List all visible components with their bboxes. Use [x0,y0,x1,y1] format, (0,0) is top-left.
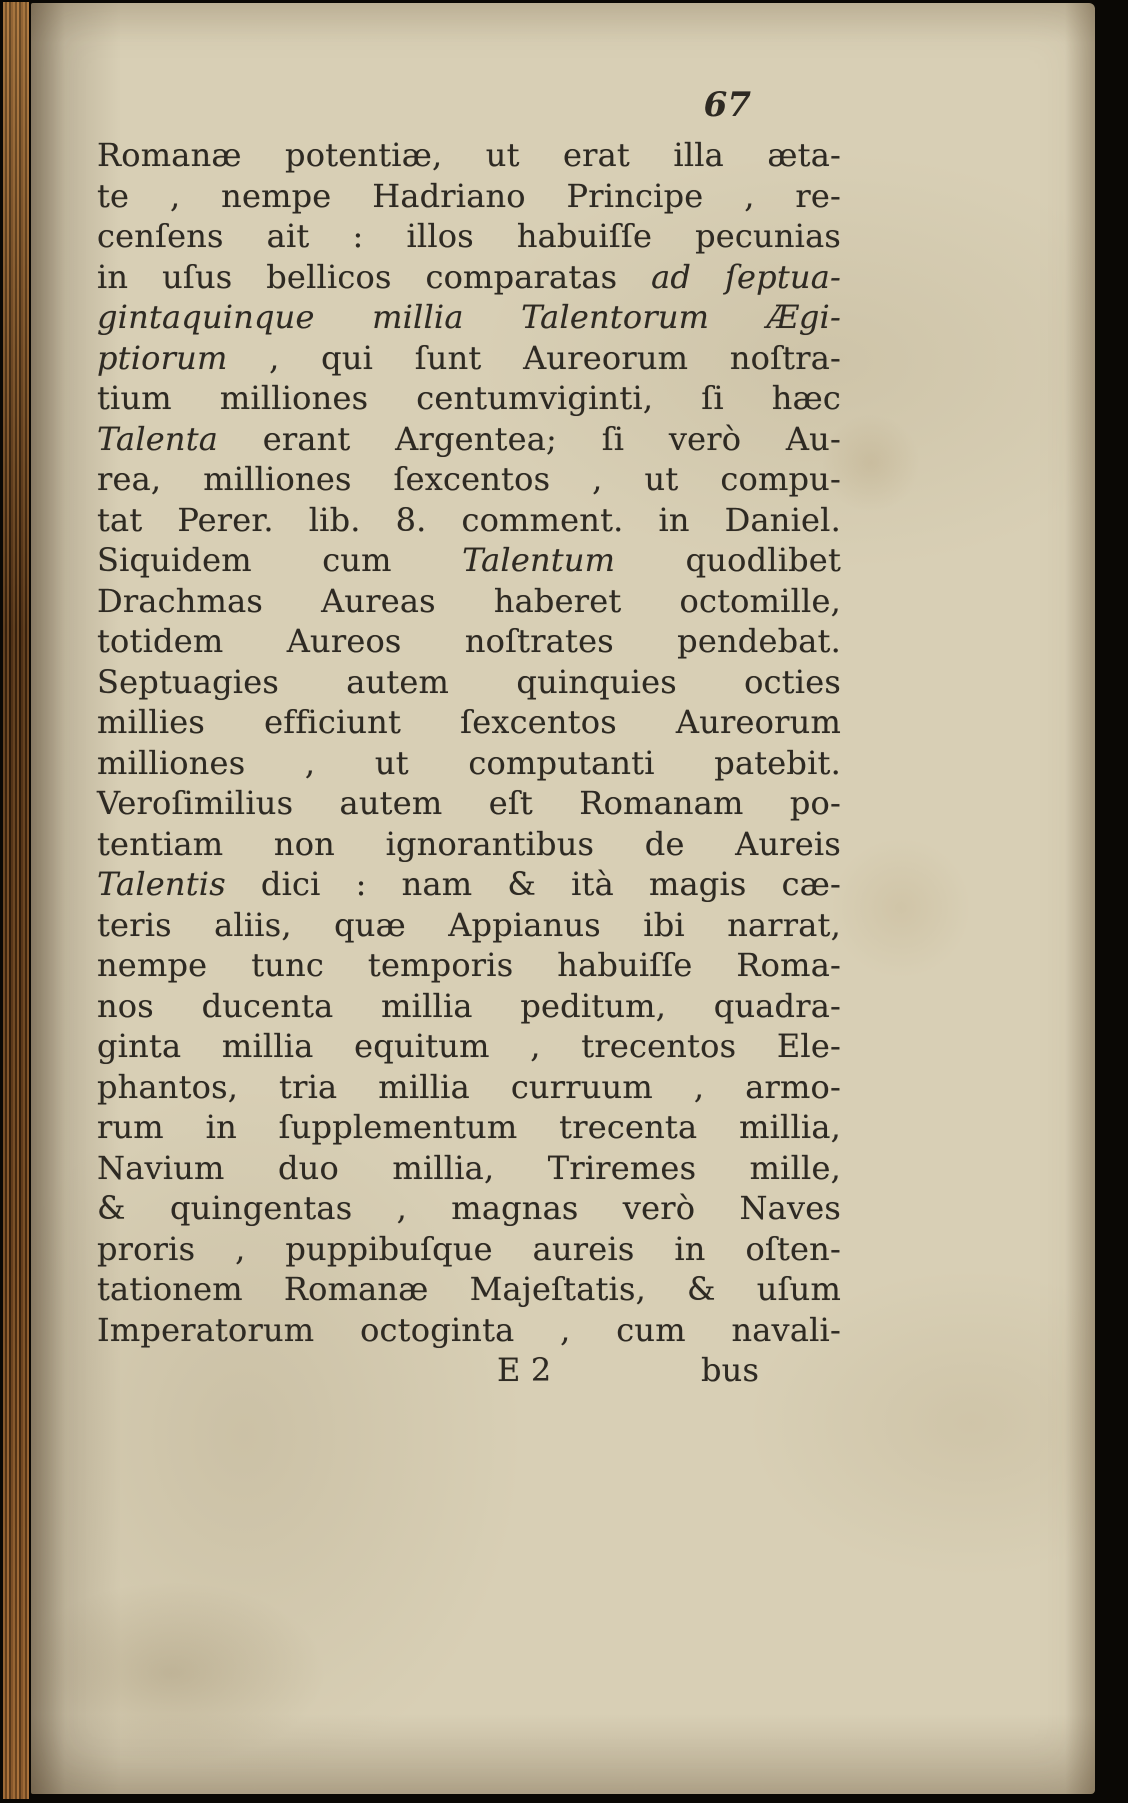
italic-text-segment: ptiorum [97,338,228,377]
text-segment: Septuagies autem quinquies octies [97,662,841,701]
text-line [97,338,841,379]
text-segment: in uſus bellicos comparatas [97,257,652,296]
text-line [97,945,841,986]
page-footer [97,1350,841,1391]
text-segment: Veroſimilius autem eſt Romanam po- [97,784,841,822]
text-segment: tium milliones centumviginti, ſi hæc [97,379,841,417]
text-line [97,176,841,217]
text-segment: dici : nam & ità magis cæ- [225,865,841,903]
text-segment: tentiam non ignorantibus de Aureis [97,824,841,863]
text-line [97,216,841,257]
text-lines [97,135,841,1350]
italic-text-segment: Talenta [97,419,219,458]
book-binding-edge [3,2,29,1799]
text-segment: rea, milliones ſexcentos , ut compu- [97,460,841,498]
text-line [97,783,841,824]
text-line [97,1067,841,1108]
text-segment: ginta millia equitum , trecentos Ele- [97,1027,841,1065]
text-segment: & quingentas , magnas verò Naves [97,1189,841,1227]
italic-text-segment: Talentis [97,865,226,903]
text-line [97,297,841,338]
text-line [97,1229,841,1270]
text-line [97,135,841,176]
text-line [97,581,841,622]
text-line [97,905,841,946]
text-segment: tationem Romanæ Majeſtatis, & uſum [97,1270,841,1308]
text-segment: totidem Aureos noſtrates pendebat. [97,622,841,660]
text-line [97,540,841,581]
text-segment: phantos, tria millia curruum , armo- [97,1067,841,1106]
text-line [97,662,841,703]
text-segment: rum in ſupplementum trecenta millia, [97,1108,841,1146]
text-segment: teris aliis, quæ Appianus ibi narrat, [97,905,841,944]
text-line [97,1026,841,1067]
text-line [97,864,841,905]
text-segment: te , nempe Hadriano Principe , re- [97,176,841,215]
book-page [31,3,1095,1794]
text-line [97,1269,841,1310]
text-segment: tat Perer. lib. 8. comment. in Daniel. [97,500,841,539]
text-segment: Romanæ potentiæ, ut erat illa æta- [97,136,841,174]
text-line [97,378,841,419]
text-segment: proris , puppibuſque aureis in oſten- [97,1229,841,1268]
text-line [97,743,841,784]
text-line [97,459,841,500]
italic-text-segment: ad ſeptua- [651,257,841,296]
text-line [97,500,841,541]
text-line [97,1188,841,1229]
text-line [97,986,841,1027]
text-line [97,257,841,298]
text-line [97,419,841,460]
text-segment: Navium duo millia, Triremes mille, [97,1148,841,1187]
text-line [97,1310,841,1351]
text-line [97,824,841,865]
text-segment: nos ducenta millia peditum, quadra- [97,986,841,1025]
text-segment: quodlibet [615,541,842,579]
text-segment: Siquidem cum [97,541,463,579]
text-segment: Imperatorum octoginta , cum navali- [97,1310,841,1349]
catchword: bus [701,1351,760,1389]
text-segment: erant Argentea; ſi verò Au- [218,419,841,458]
text-line [97,1148,841,1189]
text-line [97,621,841,662]
text-segment: cenſens ait : illos habuiſſe pecunias [97,217,841,255]
text-segment: millies efficiunt ſexcentos Aureorum [97,703,841,741]
italic-text-segment: Talentum [462,541,616,579]
text-block [97,135,841,1391]
text-segment: , qui ſunt Aureorum noſtra- [227,338,841,377]
italic-text-segment: gintaquinque millia Talentorum Ægi- [97,298,841,336]
text-line [97,702,841,743]
text-segment: nempe tunc temporis habuiſſe Roma- [97,946,841,984]
text-segment: milliones , ut computanti patebit. [97,743,841,782]
page-number: 67 [703,85,751,125]
text-segment: Drachmas Aureas haberet octomille, [97,581,841,620]
signature-mark: E 2 [497,1351,552,1389]
text-line [97,1107,841,1148]
